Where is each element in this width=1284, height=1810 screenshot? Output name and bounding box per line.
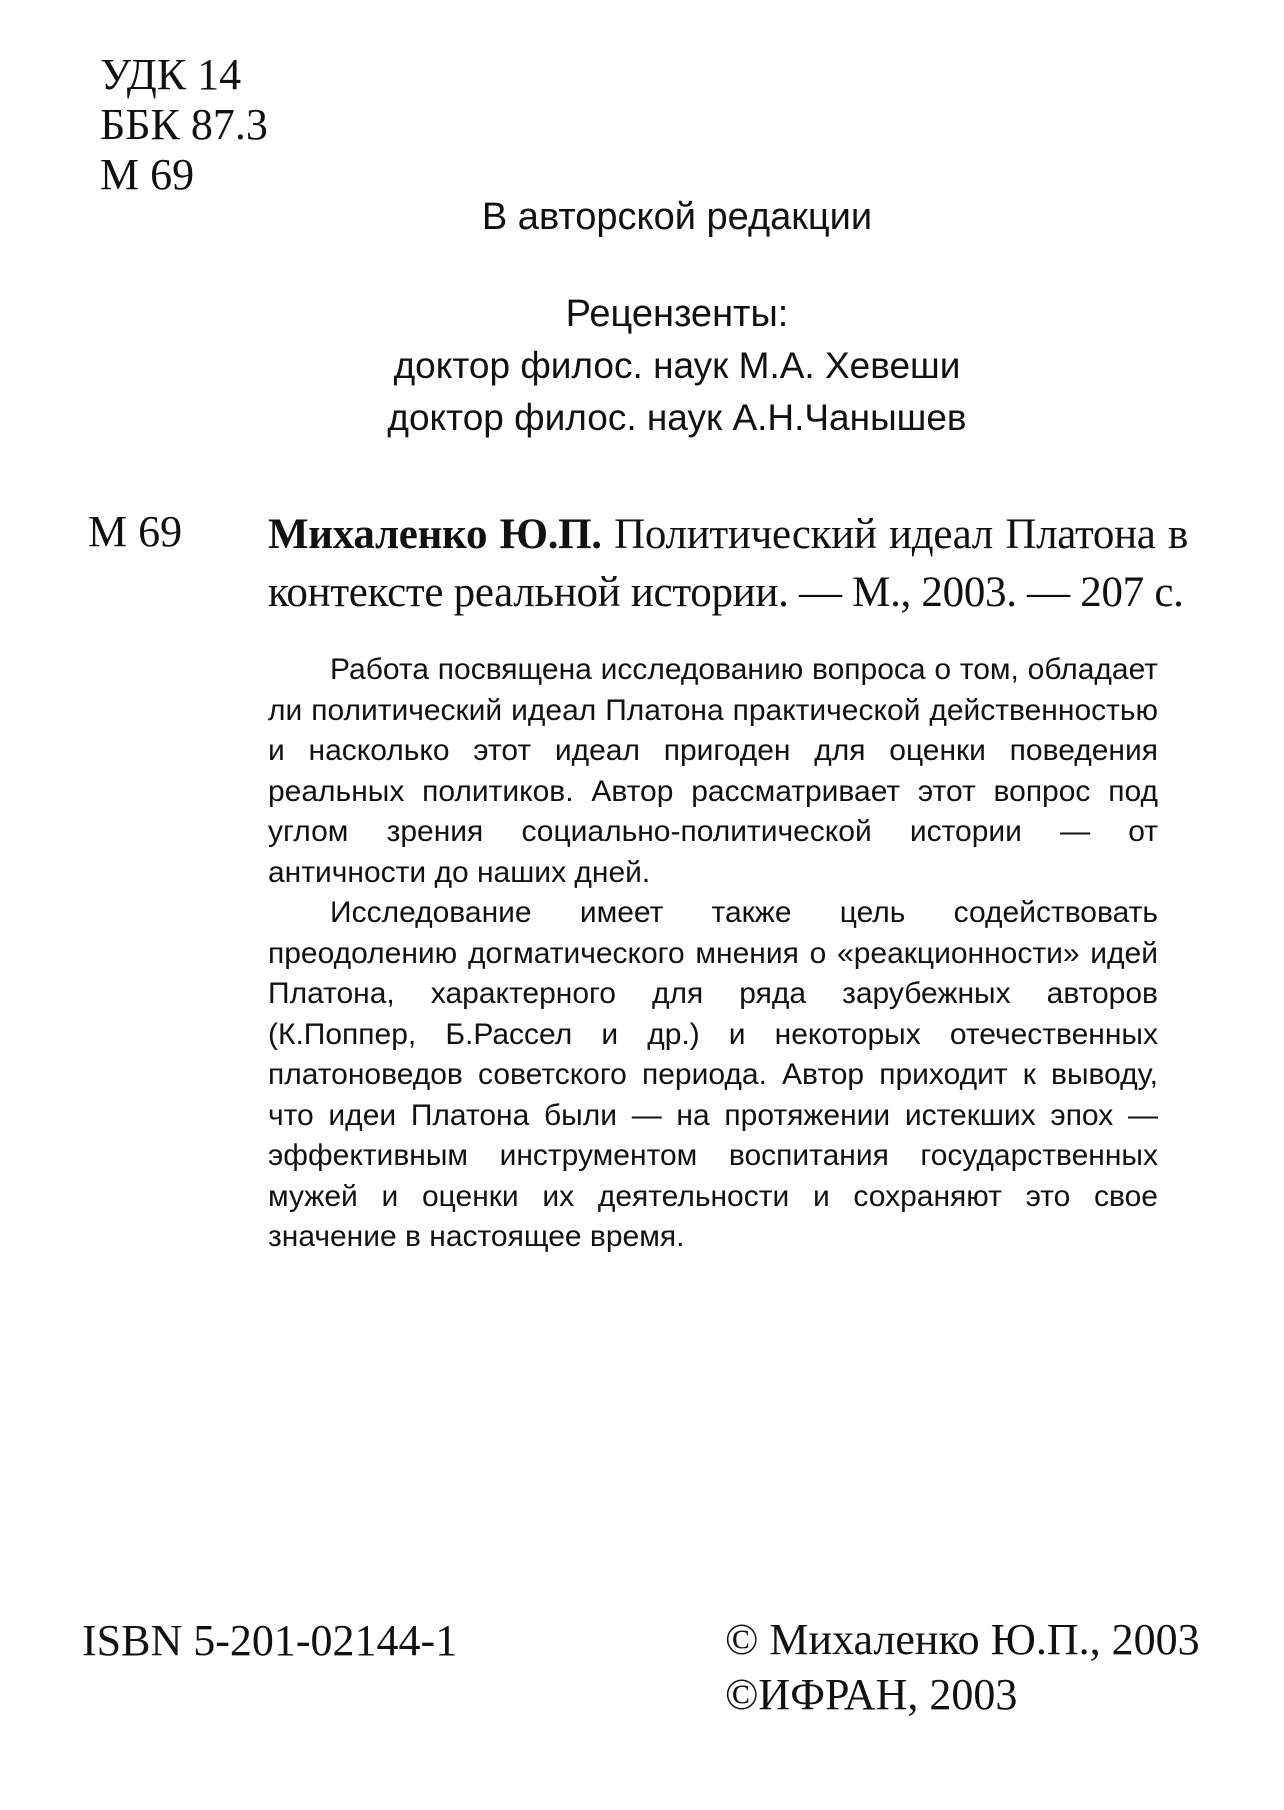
classification-codes xyxy=(100,50,268,200)
reviewers-heading: Рецензенты: xyxy=(565,293,789,335)
abstract-paragraph: Работа посвящена исследованию вопроса о том, обладает ли политический идеал Платона практической действенностью и насколько этот идеал пригоден для оценки поведения реальных политиков. Автор рассматривает этот вопрос под углом зрения социально-политической истории — от античности до наших дней. xyxy=(268,653,1158,889)
abstract xyxy=(268,650,1158,1258)
entry-author: Михаленко Ю.П. xyxy=(268,511,602,558)
udk-code: УДК 14 xyxy=(100,50,242,99)
catalog-code: М 69 xyxy=(88,507,183,556)
reviewer-line: доктор филос. наук А.Н.Чанышев xyxy=(387,397,967,438)
entry-description: Политический идеал Платона в контексте реальной истории. — М., 2003. — 207 с. xyxy=(268,511,1188,616)
reviewer-line: доктор филос. наук М.А. Хевеши xyxy=(393,345,961,386)
isbn: ISBN 5-201-02144-1 xyxy=(82,1616,458,1665)
copyright-author: © Михаленко Ю.П., 2003 xyxy=(725,1615,1200,1664)
copyright-block xyxy=(725,1612,1200,1722)
edition-note: В авторской редакции xyxy=(481,196,873,238)
reviewers-block xyxy=(0,288,1284,444)
bibliographic-entry xyxy=(268,506,1188,622)
bbk-code: ББК 87.3 xyxy=(100,100,268,149)
author-mark: М 69 xyxy=(100,150,195,199)
abstract-paragraph: Исследование имеет также цель содействовать преодолению догматического мнения о «реакционности» идей Платона, характерного для ряда зарубежных авторов (К.Поппер, Б.Рассел и др.) и некоторых отечественных платоноведов советского периода. Автор приходит к выводу, что идеи Платона были — на протяжении истекших эпох — эффективным инструментом воспитания государственных мужей и оценки их деятельности и сохраняют это свое значение в настоящее время. xyxy=(268,896,1158,1253)
copyright-publisher: ©ИФРАН, 2003 xyxy=(725,1670,1018,1719)
